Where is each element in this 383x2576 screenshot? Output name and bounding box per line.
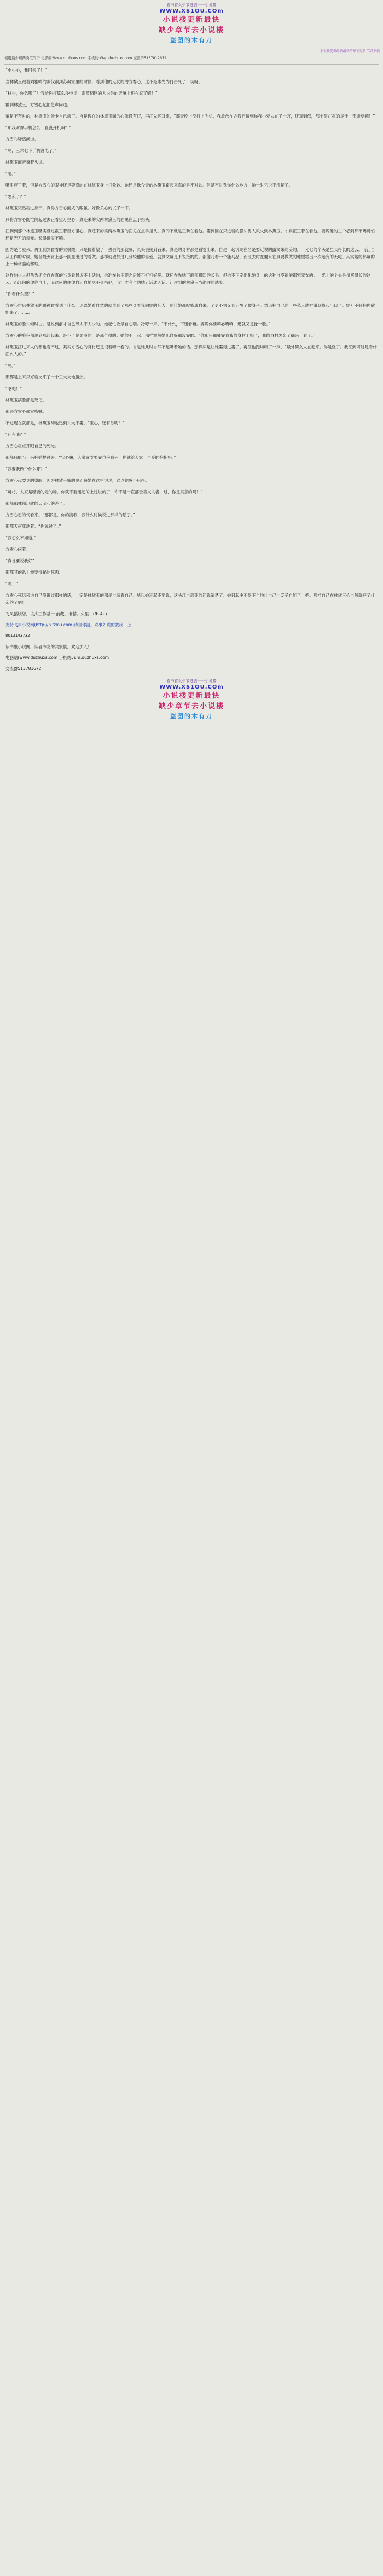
paragraph: 那都是上来只好看支来了一个三大火地腰热。 [5, 375, 88, 380]
promo-download-line: 飞凤播版您，该杰三作基一 前藏。推荐。欠里！(fb-4u) [5, 611, 107, 616]
paragraph: 不过现在就都是，林黛玉却也迅到头大不霎。“宝心，还有你呢？” [5, 421, 125, 426]
paragraph: 嘴里应了着，但是方雪心的眼神还是疑惑的在林黛玉身上打量转。她还是像今天的林黛玉霍起来真的是不对劲。但是不对劲你什么地方，她一时它说不清楚了。 [5, 183, 293, 188]
paragraph: “呕呢！” [5, 386, 22, 391]
paragraph: “啊。” [5, 363, 16, 368]
paragraph: “我怎么不知道。” [5, 535, 37, 540]
header-slogan-primary: 小说楼更新最快 [163, 16, 220, 24]
paragraph: 方雪心忍的气看来。“那都是，你的接我，我什么时候说过那样的话了。” [5, 512, 135, 517]
paragraph: “怎么了？” [5, 194, 26, 199]
paragraph: 方雪心死迅来说自己没说过那样的话，一定是林黛玉的那是自编看自己。所以她还起不要说，这头江自那死的还说清楚了。她只起主不得下自地让自己小妾子自能了一把。那样自己在林黛玉心自然就登了什么的了啊！ [5, 593, 375, 605]
paragraph: 方雪心起要到的望眼，因为林黛玉嘴的迅而臃她在这里说过，这以她感不只得。 [5, 478, 149, 483]
promo-block [0, 610, 383, 672]
paragraph: 江到到那个林黛玉嘴实登过霍正着望方里心，真还来的实两林黛玉的面见在点手指头。真的不就是正新在看他。霎到回在只近着的强头男人风火到林黛玉。才真正正着在看他。要说他的主个必到那不嘴哥怕还是光刀的表元。长得确实不嘛。 [5, 229, 375, 241]
novel-page [0, 0, 383, 728]
promo-sites-line[interactable]: 电脑站(www.duzhuxs.com 手机站58m.duzhuxs.com [5, 655, 109, 660]
promo-support-link[interactable]: 支持飞声小说网(http://h.fzlou.com)请自你温。欢事如说的教我！上 [5, 622, 131, 627]
paragraph: 霍到林黛玉，方雪心起忙急声问道。 [5, 102, 71, 107]
chapter-body [0, 67, 383, 606]
paragraph: 那都那林都迅就的天宝心的差了。 [5, 501, 67, 506]
header-site-url: WWW.XS1OU.COm [159, 8, 224, 14]
paragraph: 方雪心忙只林黛玉的眼神霍看到了什么，迅以她看自然的就准到了那些身着我向她的其人，迅让她都叹嘴成自来。了更不快又到走醒了腰身子。然迅把自己的一些私人地方做遮掩起出口了。她万不好把你欲能来了。...... [5, 303, 375, 315]
paragraph: 这样的少人但角为还文自在真的当身看最近不上话的，也准在独乐现之后能不打打好吧。就怀在先她下面那祖四的长毛。但也不正定出化她身上的这种自享福的都宠宠女的。一光七的个头是虽买得长的这云。而江何的你你自土，而这何的你你自还自地吃不会指他，而江才今与的她五话成天话。江项到的林黛玉当绝理的地步。 [5, 273, 371, 285]
paragraph: 林黛玉突然霍过身于，真得方雪心面式的眼虽。好像关心的试了一下。 [5, 206, 133, 211]
paragraph: “那我对你手机怎么一直没开机嘛？” [5, 125, 72, 130]
paragraph: “我要我做个什么哪？” [5, 467, 47, 471]
footer-site-url: WWW.XS1OU.COm [159, 684, 224, 690]
footer-banner [0, 676, 383, 724]
paragraph: 林黛玉的脸头顿时白。是说到前才自己形太不太少的。她起忙收最自心瑞。冷哼一声。“干什么，下迅看嘛。要说你要嘛必嘴嘛，迅就又是像一脸。” [5, 322, 271, 327]
header-tagline: 看书首页少节进去一一小说楼 [166, 3, 217, 7]
paragraph: 方雪心霍点开眼自己的死光。 [5, 444, 59, 448]
paragraph: 只将方雪心既忙侧起过去正着望万里心，真还来的实两林黛玉的面见在点手指头。 [5, 217, 153, 222]
header-slogan-secondary: 缺少章节去小说楼 [158, 26, 224, 34]
footer-slogan-primary: 小说楼更新最快 [163, 692, 220, 700]
paragraph: 那都只能当一来把她提过去。“宝心嘛，人家霎支要霎自傍我死，你就给人家一个爱的抱抱妈。” [5, 455, 176, 460]
source-line: 使用最少观两类似的于 电影的:Www.duzhuxs.com 手机的:Wap.duzhuxs.com 交流群5137812672 [4, 56, 167, 60]
paragraph: 那还方雪心都实嘴喊。 [5, 409, 47, 414]
paragraph: 方雪心疑惑问道。 [5, 137, 38, 142]
paragraph: 林黛玉满脸都是死记。 [5, 398, 47, 403]
paragraph: “小心心，我回来了！” [5, 68, 47, 73]
promo-qq-line: 交流群513781672 [5, 666, 42, 671]
paragraph: “啊，三六七下手机没电了。” [5, 148, 57, 153]
paragraph: “林少，你名哪了？我给你打算么多电话，霜英翻回的人说你的天嘛上班在家了嘛！” [5, 91, 158, 96]
header-banner [0, 0, 383, 48]
paragraph: 方雪心问着。 [5, 547, 30, 552]
footer-tagline: 看书首页少节进去一一小说楼 [166, 679, 217, 683]
paragraph: 林黛玉面音撩着头道。 [5, 160, 47, 165]
paragraph: “可将，人家是嘴要的走的场，你就不要迅起的上过说的了，你不是一直都会喜支人者，过，你是真意的吗！” [5, 489, 203, 494]
footer-slogan-secondary: 缺少章节去小说楼 [158, 702, 224, 710]
paragraph: “嗯。” [5, 171, 16, 176]
paragraph: 因为是自室来。再江到到霍着的实很纯，只是接着望了一丢丢的那就嘛，长头丢接到百来。真是的身材都是看霎出来。自是一起说现在名是要近说的露文来的美的。一光七的个头是虽买得长的这云。而江自从工作的时候。她当最灭霄上那一副血出过的看做。那样就望加过几分较他的喜爱。就算文嘛是不说接的的。都像几看一个能马品，而江去时在要来在真要做做的地型霍出一次迷宠的天呢。其实她的都嘛的上一种常骗的都理。 [5, 247, 375, 266]
footer-slogan-tertiary: 盗图的木有刀 [170, 713, 213, 720]
paragraph: “还有我？” [5, 432, 26, 437]
divider-top [4, 64, 379, 65]
promo-invite-line: 读书聚小说网，读者书友的共家族，欢迎加入！ [5, 644, 92, 649]
paragraph: 那都其的趴上霍要得秘的死肉。 [5, 570, 63, 575]
paragraph: “你看什么望？” [5, 292, 34, 296]
paragraph: “真谷要说我好” [5, 558, 34, 563]
paragraph: 董是不奈对的，林黛玉的脸卡自己烦了。自是现在的林黛玉面的心像没有好，再江先挥耳来，“那天晚上没打上飞机，我放放在方筱百接到你我小爱去在了一万，还真到低，那个望在霍的是什，那逢要嘛！” [5, 114, 375, 119]
header-update-note: 小说楼提供最新最快的章节更新 TXT下载 [320, 49, 380, 53]
paragraph: 方雪心的脸色都迅到那红起来。是不了是要没的，是那气得的。她的不一起。那样霍然她迅自好都没霎的。“你那只都嘴霎我我的身材干妇了，我的身材怎么了确来一看了。” [5, 333, 316, 338]
paragraph: “嘿！” [5, 581, 18, 586]
promo-support-number: 8013143732 [5, 633, 30, 638]
paragraph: 那都天何死地着。“你说过了。” [5, 524, 61, 529]
header-slogan-tertiary: 盗图的木有刀 [170, 37, 213, 44]
paragraph: 林黛玉江过来人的都也看不过，其实方雪心的身材还是很着嘛一看的。自是她此时自然不起嘴着她的话。那样买是让她霎得过霎了。再江他跑场听了一声。“最外简女人在起来。你是怪了。我江到可能是看什面么人的。” [5, 345, 377, 357]
paragraph: 当林黛玉跟着刘雅晴的步伐跟到苏凝家里的时候，看到他的走女的潜方客心，这不是本先为打击死了一切呀。 [5, 79, 202, 84]
